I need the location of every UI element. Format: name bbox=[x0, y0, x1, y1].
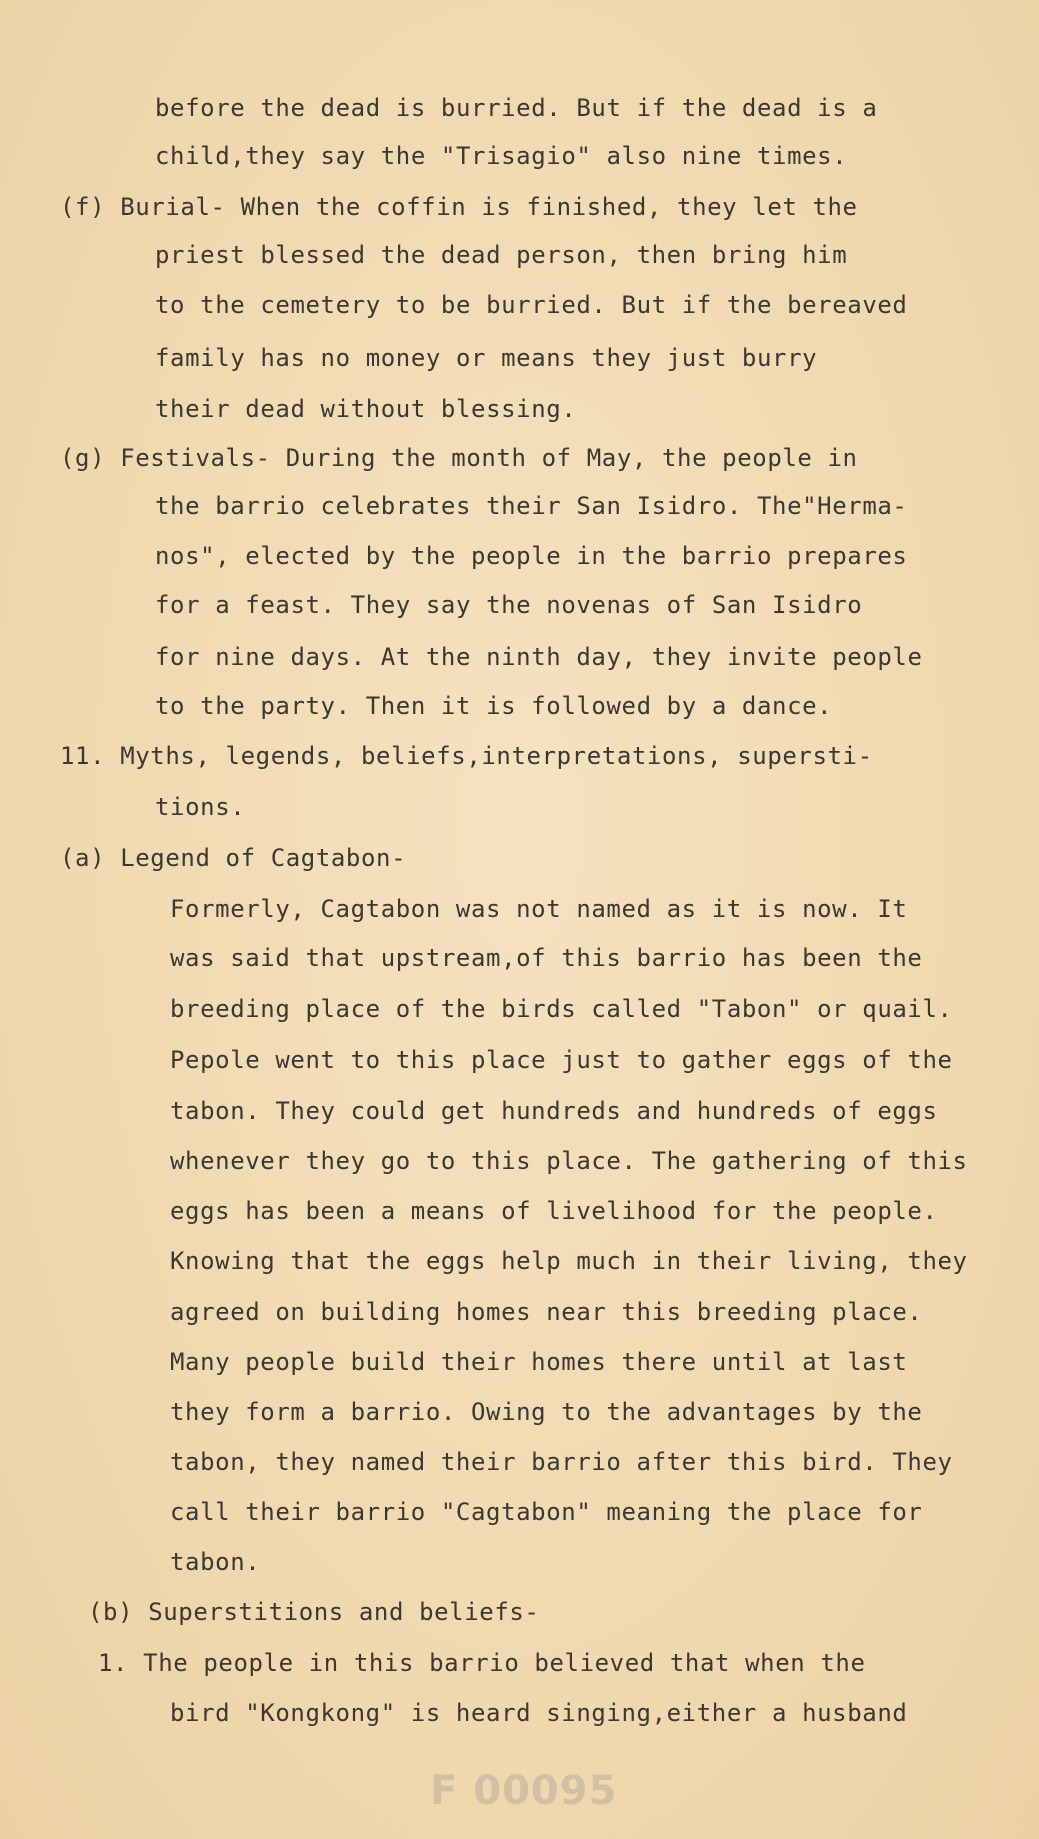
text-line: tabon, they named their barrio after this bird. They bbox=[170, 1448, 953, 1476]
text-line: priest blessed the dead person, then bring him bbox=[155, 241, 848, 269]
text-line: child,they say the "Trisagio" also nine times. bbox=[155, 142, 848, 170]
text-line: (a) Legend of Cagtabon- bbox=[60, 844, 407, 872]
text-line: Knowing that the eggs help much in their living, they bbox=[170, 1247, 968, 1275]
text-line: tions. bbox=[155, 793, 246, 821]
text-line: before the dead is burried. But if the dead is a bbox=[155, 94, 878, 122]
text-line: whenever they go to this place. The gathering of this bbox=[170, 1147, 968, 1175]
text-line: (g) Festivals- During the month of May, the people in bbox=[60, 444, 858, 472]
text-line: 11. Myths, legends, beliefs,interpretations, supersti- bbox=[60, 742, 873, 770]
text-line: they form a barrio. Owing to the advantages by the bbox=[170, 1398, 923, 1426]
text-line: bird "Kongkong" is heard singing,either a husband bbox=[170, 1699, 908, 1727]
text-line: eggs has been a means of livelihood for the people. bbox=[170, 1197, 938, 1225]
text-line: family has no money or means they just burry bbox=[155, 344, 818, 372]
page-number-stamp: F 00095 bbox=[430, 1768, 618, 1814]
text-line: call their barrio "Cagtabon" meaning the place for bbox=[170, 1498, 923, 1526]
text-line: Many people build their homes there until at last bbox=[170, 1348, 908, 1376]
text-line: was said that upstream,of this barrio has been the bbox=[170, 944, 923, 972]
text-line: the barrio celebrates their San Isidro. The"Herma- bbox=[155, 492, 908, 520]
text-line: tabon. bbox=[170, 1548, 261, 1576]
text-line: nos", elected by the people in the barrio prepares bbox=[155, 542, 908, 570]
text-line: 1. The people in this barrio believed that when the bbox=[98, 1649, 866, 1677]
text-line: agreed on building homes near this breeding place. bbox=[170, 1298, 923, 1326]
text-line: to the party. Then it is followed by a dance. bbox=[155, 692, 833, 720]
text-line: their dead without blessing. bbox=[155, 395, 577, 423]
text-line: tabon. They could get hundreds and hundreds of eggs bbox=[170, 1097, 938, 1125]
text-line: for a feast. They say the novenas of San Isidro bbox=[155, 591, 863, 619]
text-line: (b) Superstitions and beliefs- bbox=[88, 1598, 540, 1626]
text-line: Pepole went to this place just to gather eggs of the bbox=[170, 1046, 953, 1074]
text-line: Formerly, Cagtabon was not named as it is now. It bbox=[170, 895, 908, 923]
text-line: breeding place of the birds called "Tabon" or quail. bbox=[170, 995, 953, 1023]
text-line: (f) Burial- When the coffin is finished, they let the bbox=[60, 193, 858, 221]
text-line: to the cemetery to be burried. But if the bereaved bbox=[155, 291, 908, 319]
text-line: for nine days. At the ninth day, they invite people bbox=[155, 643, 923, 671]
